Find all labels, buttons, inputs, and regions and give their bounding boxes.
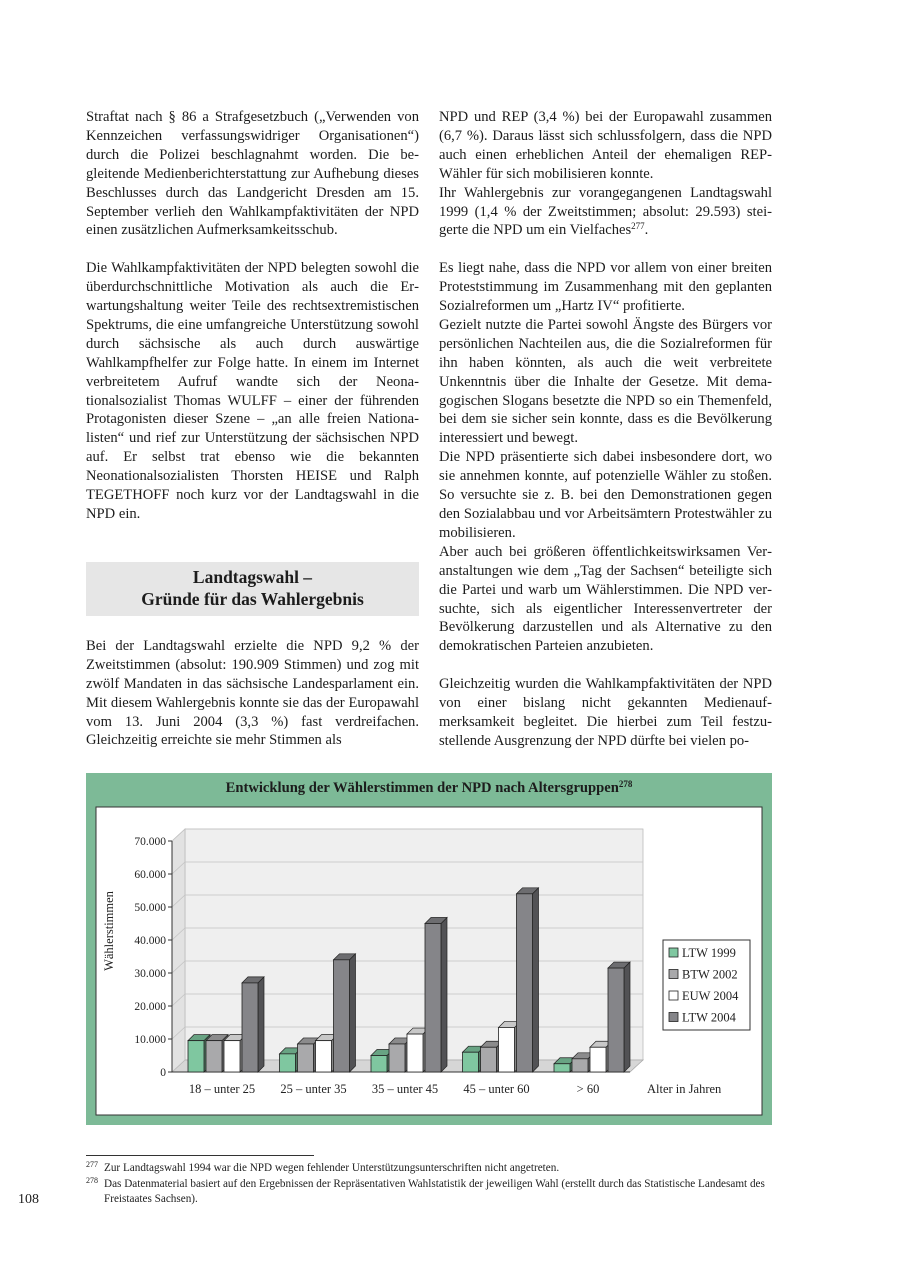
x-category-label: 18 – unter 25 [188,1082,256,1096]
chart-panel [86,773,772,1125]
y-tick-label: 40.000 [134,935,166,947]
right-paragraph-1: NPD und REP (3,4 %) bei der Europawahl zusammen (6,7 %). Daraus lässt sich schlussfolgern, dass die NPD auch einen erheblichen Anteil der ehemaligen REP-Wähler für sich mobilisieren konnte. [439,109,772,182]
y-tick-label: 70.000 [134,836,166,848]
bar-front-face [425,924,441,1073]
left-paragraph-2: Die Wahlkampfaktivitäten der NPD belegten sowohl die überdurchschnittliche Motivation als auch die Erwartungshaltung weiter Teile des rechtsextremistischen Spektrums, die eine umfangreiche Unterstützung sowohl durch sächsische als auch durch auswärtige Wahlkampfhelfer zur Folge hatte. In einem im Internet verbreitetem Aufruf wandte sich der Neonationalsozialist Thomas WULFF – einer der führenden Protagonisten dieser Szene – „an alle freien Nationalisten“ und rief zur Unterstützung der sächsischen NPD auf. Er selbst trat ebenso wie die bekannten Neonationalsozialisten Thorsten HEISE und Ralph TEGETHOFF noch kurz vor der Landtagswahl in die NPD ein. [86,260,419,523]
right-paragraph-6: Aber auch bei größeren öffentlichkeitswirksamen Veranstaltungen wie dem „Tag der Sachsen“ beteiligte sich die Partei und warb um Wählerstimmen. Die NPD versuchte, sich als eigentlicher Interessenvertreter der Bevölkerung darzustellen und als Alternative zu den demokratischen Parteien anzubieten. [439,543,772,655]
y-tick-label: 20.000 [134,1001,166,1013]
footnote-278-number: 278 [86,1176,98,1185]
legend-label: EUW 2004 [682,989,739,1003]
bar-front-face [517,894,533,1072]
right-paragraph-7: Gleichzeitig wurden die Wahlkampfaktivitäten der NPD von einer bislang nicht gekannten Medienaufmerksamkeit begleitet. Die hierbei zum Teil festzustellende Ausgrenzung der NPD dürfte bei vielen po- [439,676,772,749]
footnote-277-number: 277 [86,1160,98,1169]
bar-front-face [590,1047,606,1072]
bar [242,977,264,1072]
bar [334,954,356,1072]
bar-front-face [481,1047,497,1072]
right-paragraph-2-end: . [644,222,649,239]
section-heading-line-1: Landtagswahl – [192,566,313,587]
section-heading-line-2: Gründe für das Wahlergebnis [141,588,364,609]
bar-front-face [334,960,350,1072]
page-number: 108 [18,1192,39,1207]
footnote-ref-277: 277 [631,221,645,232]
bar-front-face [242,983,258,1072]
bar [425,918,447,1073]
right-paragraph-2-text: Ihr Wahlergebnis zur vorangegangenen Landtagswahl 1999 (1,4 % der Zweitstimmen; absolut: 29.593) steigerte die NPD um ein Vielfaches [439,184,772,239]
bar-front-face [463,1052,479,1072]
y-tick-label: 10.000 [134,1034,166,1046]
chart-title [86,780,772,797]
bar-front-face [389,1044,405,1072]
chart-svg [86,773,772,1125]
footnote-278-text: Das Datenmaterial basiert auf den Ergebnissen der Repräsentativen Wahlstatistik der jeweiligen Wahl (erstellt durch das Statistische Landesamt des Freistaates Sachsen). [104,1178,765,1205]
left-column [86,108,419,750]
bar-front-face [298,1044,314,1072]
x-axis-title: Alter in Jahren [647,1082,722,1096]
right-paragraph-2 [439,184,772,241]
y-tick-label: 60.000 [134,869,166,881]
legend-label: LTW 2004 [682,1010,736,1025]
chart-legend [663,940,750,1030]
right-paragraph-5: Die NPD präsentierte sich dabei insbesondere dort, wo sie annehmen konnte, auf potenzielle Wähler zu stoßen. So versuchte sie z. B. bei den Demonstrationen gegen den Sozialabbau und vor Arbeitsämtern Protestwähler zu mobilisieren. [439,449,772,541]
bar-front-face [572,1059,588,1072]
legend-label: LTW 1999 [682,946,736,960]
bar-front-face [224,1041,240,1072]
chart-title-text: Entwicklung der Wählerstimmen der NPD nach Altersgruppen [225,780,619,796]
bar-front-face [316,1041,332,1072]
x-category-label: > 60 [576,1082,600,1096]
y-tick-label: 30.000 [134,968,166,980]
footnote-ref-278: 278 [618,779,633,789]
legend-swatch [669,991,678,1000]
right-paragraph-3: Es liegt nahe, dass die NPD vor allem von einer breiten Proteststimmung im Zusammenhang mit den geplanten Sozialreformen um „Hartz IV“ profitierte. [439,260,772,315]
bar-front-face [608,968,624,1072]
legend-swatch [669,1013,678,1022]
x-category-label: 45 – unter 60 [463,1082,530,1096]
bar-front-face [407,1034,423,1072]
footnote-separator [86,1155,314,1156]
bar-front-face [188,1041,204,1072]
bar-side-face [258,977,264,1072]
footnote-278 [86,1177,776,1206]
y-axis-title: Wählerstimmen [102,891,116,971]
x-category-label: 25 – unter 35 [280,1082,347,1096]
legend-swatch [669,948,678,957]
y-tick-label: 50.000 [134,902,166,914]
bar [517,888,539,1072]
bar-side-face [350,954,356,1072]
bar-side-face [533,888,539,1072]
footnote-277-text: Zur Landtagswahl 1994 war die NPD wegen fehlender Unterstützungsunterschriften nicht angetreten. [104,1162,560,1174]
legend-label: BTW 2002 [682,967,738,982]
left-paragraph-1: Straftat nach § 86 a Strafgesetzbuch („Verwenden von Kennzeichen verfassungswidriger Organisationen“) durch die Polizei beschlagnahmt worden. Die begleitende Medienberichterstattung zur Aufhebung dieses Beschlusses durch das Landgericht Dresden am 15. September verlieh den Wahlkampfaktivitäten der NPD einen zusätzlichen Aufmerksamkeitsschub. [86,109,419,239]
section-heading-box [86,562,419,616]
bar-front-face [371,1056,387,1073]
legend-swatch [669,970,678,979]
bar-side-face [624,962,630,1072]
left-paragraph-3: Bei der Landtagswahl erzielte die NPD 9,2 % der Zweitstimmen (absolut: 190.909 Stimmen) und zog mit zwölf Mandaten in das sächsische Landesparlament ein. Mit diesem Wahlergebnis konnte sie das der Europawahl vom 13. Juni 2004 (3,3 %) fast verdreifachen. Gleichzeitig erreichte sie mehr Stimmen als [86,637,419,749]
footnote-277 [86,1161,776,1176]
right-paragraph-4: Gezielt nutzte die Partei sowohl Ängste des Bürgers vor persönlichen Nachteilen aus, die die Sozialreformen für ihn haben könnten, als auch die weit verbreitete Unkenntnis über die Inhalte der Gesetze. Mit demagogischen Slogans besetzte die NPD so ein Themenfeld, bei dem sie sicher sein konnte, dass es die Bevölkerung interessiert und bewegt. [439,316,772,447]
bar-front-face [554,1064,570,1072]
bar-front-face [280,1054,296,1072]
bar-front-face [499,1027,515,1072]
bar-front-face [206,1041,222,1072]
chart-side-wall [172,829,185,1072]
bar [608,962,630,1072]
bar-side-face [441,918,447,1073]
y-tick-label: 0 [160,1067,166,1079]
right-column [439,108,772,751]
x-category-label: 35 – unter 45 [371,1082,439,1096]
